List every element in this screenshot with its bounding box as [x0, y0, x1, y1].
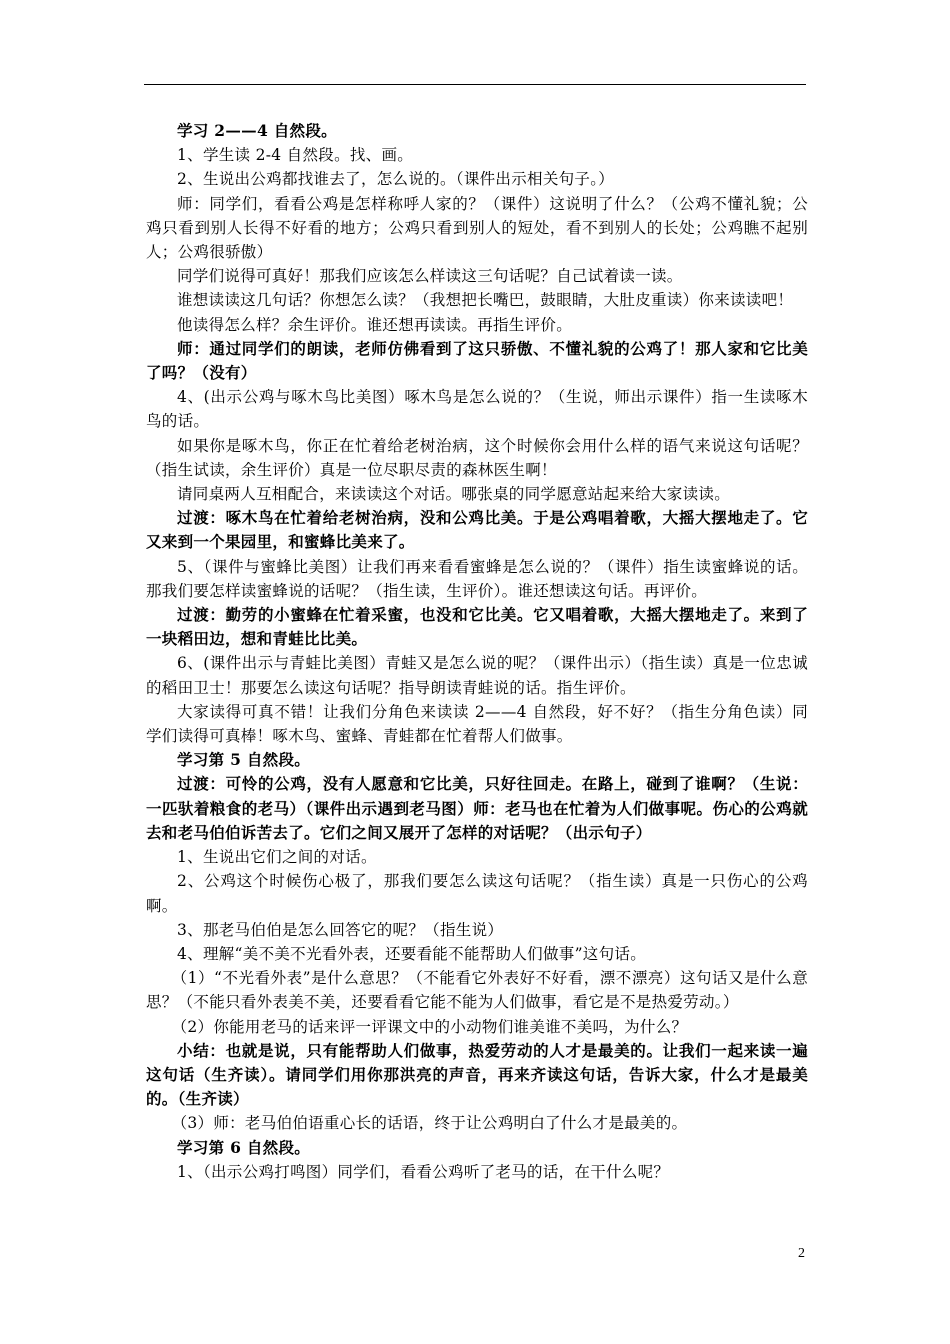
paragraph: 学习第 5 自然段。: [177, 750, 311, 770]
paragraph: 1、学生读 2-4 自然段。找、画。: [177, 146, 414, 165]
paragraph: 4、理解“美不美不光看外表，还要看能不能帮助人们做事”这句话。: [177, 944, 647, 963]
paragraph: 3、那老马伯伯是怎么回答它的呢？（指生说）: [177, 920, 504, 939]
paragraph: 学习 2——4 自然段。: [177, 121, 337, 140]
paragraph: 大家读得可真不错！让我们分角色来读读 2——4 自然段，好不好？（指生分角色读）同学们读得可真棒！啄木鸟、蜜蜂、青蛙都在忙着帮人们做事。: [146, 702, 808, 746]
paragraph: （2）你能用老马的话来评一评课文中的小动物们谁美谁不美吗，为什么？: [171, 1017, 688, 1036]
paragraph: 2、公鸡这个时候伤心极了，那我们要怎么读这句话呢？（指生读）真是一只伤心的公鸡啊。: [146, 872, 808, 915]
paragraph: 过渡：勤劳的小蜜蜂在忙着采蜜，也没和它比美。它又唱着歌，大摇大摆地走了。来到了一块稻田边，想和青蛙比比美。: [146, 605, 808, 649]
paragraph: 同学们说得可真好！那我们应该怎么样读这三句话呢？自己试着读一读。: [177, 267, 683, 286]
paragraph: （3）师：老马伯伯语重心长的话语，终于让公鸡明白了什么才是最美的。: [171, 1114, 688, 1133]
paragraph: 谁想读读这几句话？你想怎么读？（我想把长嘴巴，鼓眼睛，大肚皮重读）你来读读吧！: [177, 291, 794, 310]
paragraph: 小结：也就是说，只有能帮助人们做事，热爱劳动的人才是最美的。让我们一起来读一遍这句话（生齐读）。请同学们用你那洪亮的声音，再来齐读这句话，告诉大家，什么才是最美的。（生齐读）: [146, 1040, 808, 1109]
paragraph: 1、生说出它们之间的对话。: [177, 848, 377, 867]
paragraph: 1、（出示公鸡打鸣图）同学们，看看公鸡听了老马的话，在干什么呢？: [177, 1162, 670, 1181]
paragraph: 5、（课件与蜜蜂比美图）让我们再来看看蜜蜂是怎么说的？（课件）指生读蜜蜂说的话。那我们要怎样读蜜蜂说的话呢？（指生读，生评价）。谁还想读这句话。再评价。: [146, 557, 808, 600]
paragraph: 过渡：可怜的公鸡，没有人愿意和它比美，只好往回走。在路上，碰到了谁啊？（生说：一匹驮着粮食的老马）（课件出示遇到老马图）师：老马也在忙着为人们做事呢。伤心的公鸡就去和老马伯伯诉苦去了。它们之间又展开了怎样的对话呢？（出示句子）: [146, 774, 808, 842]
paragraph: 4、(出示公鸡与啄木鸟比美图）啄木鸟是怎么说的？（生说，师出示课件）指一生读啄木鸟的话。: [146, 388, 808, 431]
paragraph: 他读得怎么样？余生评价。谁还想再读读。再指生评价。: [177, 315, 573, 334]
page-number: 2: [798, 1246, 805, 1261]
paragraph: 6、(课件出示与青蛙比美图）青蛙又是怎么说的呢？（课件出示）（指生读）真是一位忠诚的稻田卫士！那要怎么读这句话呢？指导朗读青蛙说的话。指生评价。: [146, 654, 808, 697]
paragraph: 过渡：啄木鸟在忙着给老树治病，没和公鸡比美。于是公鸡唱着歌，大摇大摆地走了。它又来到一个果园里，和蜜蜂比美来了。: [146, 508, 808, 552]
header-rule: [144, 84, 806, 85]
paragraph: 学习第 6 自然段。: [177, 1137, 311, 1157]
paragraph: 2、生说出公鸡都找谁去了，怎么说的。（课件出示相关句子。）: [177, 170, 615, 189]
paragraph: 如果你是啄木鸟，你正在忙着给老树治病，这个时候你会用什么样的语气来说这句话呢？（指生试读，余生评价）真是一位尽职尽责的森林医生啊！: [146, 436, 808, 479]
paragraph: 请同桌两人互相配合，来读读这个对话。哪张桌的同学愿意站起来给大家读读。: [177, 485, 731, 504]
paragraph: 师：通过同学们的朗读，老师仿佛看到了这只骄傲、不懂礼貌的公鸡了！那人家和它比美了吗？（没有）: [146, 338, 808, 383]
body-text: [146, 119, 808, 1184]
paragraph: 师：同学们，看看公鸡是怎样称呼人家的？（课件）这说明了什么？（公鸡不懂礼貌；公鸡只看到别人长得不好看的地方；公鸡只看到别人的短处，看不到别人的长处；公鸡瞧不起别人；公鸡很骄傲）: [146, 194, 808, 262]
paragraph: （1）“不光看外表”是什么意思？（不能看它外表好不好看，漂不漂亮）这句话又是什么意思？（不能只看外表美不美，还要看看它能不能为人们做事，看它是不是热爱劳动。）: [146, 969, 808, 1012]
